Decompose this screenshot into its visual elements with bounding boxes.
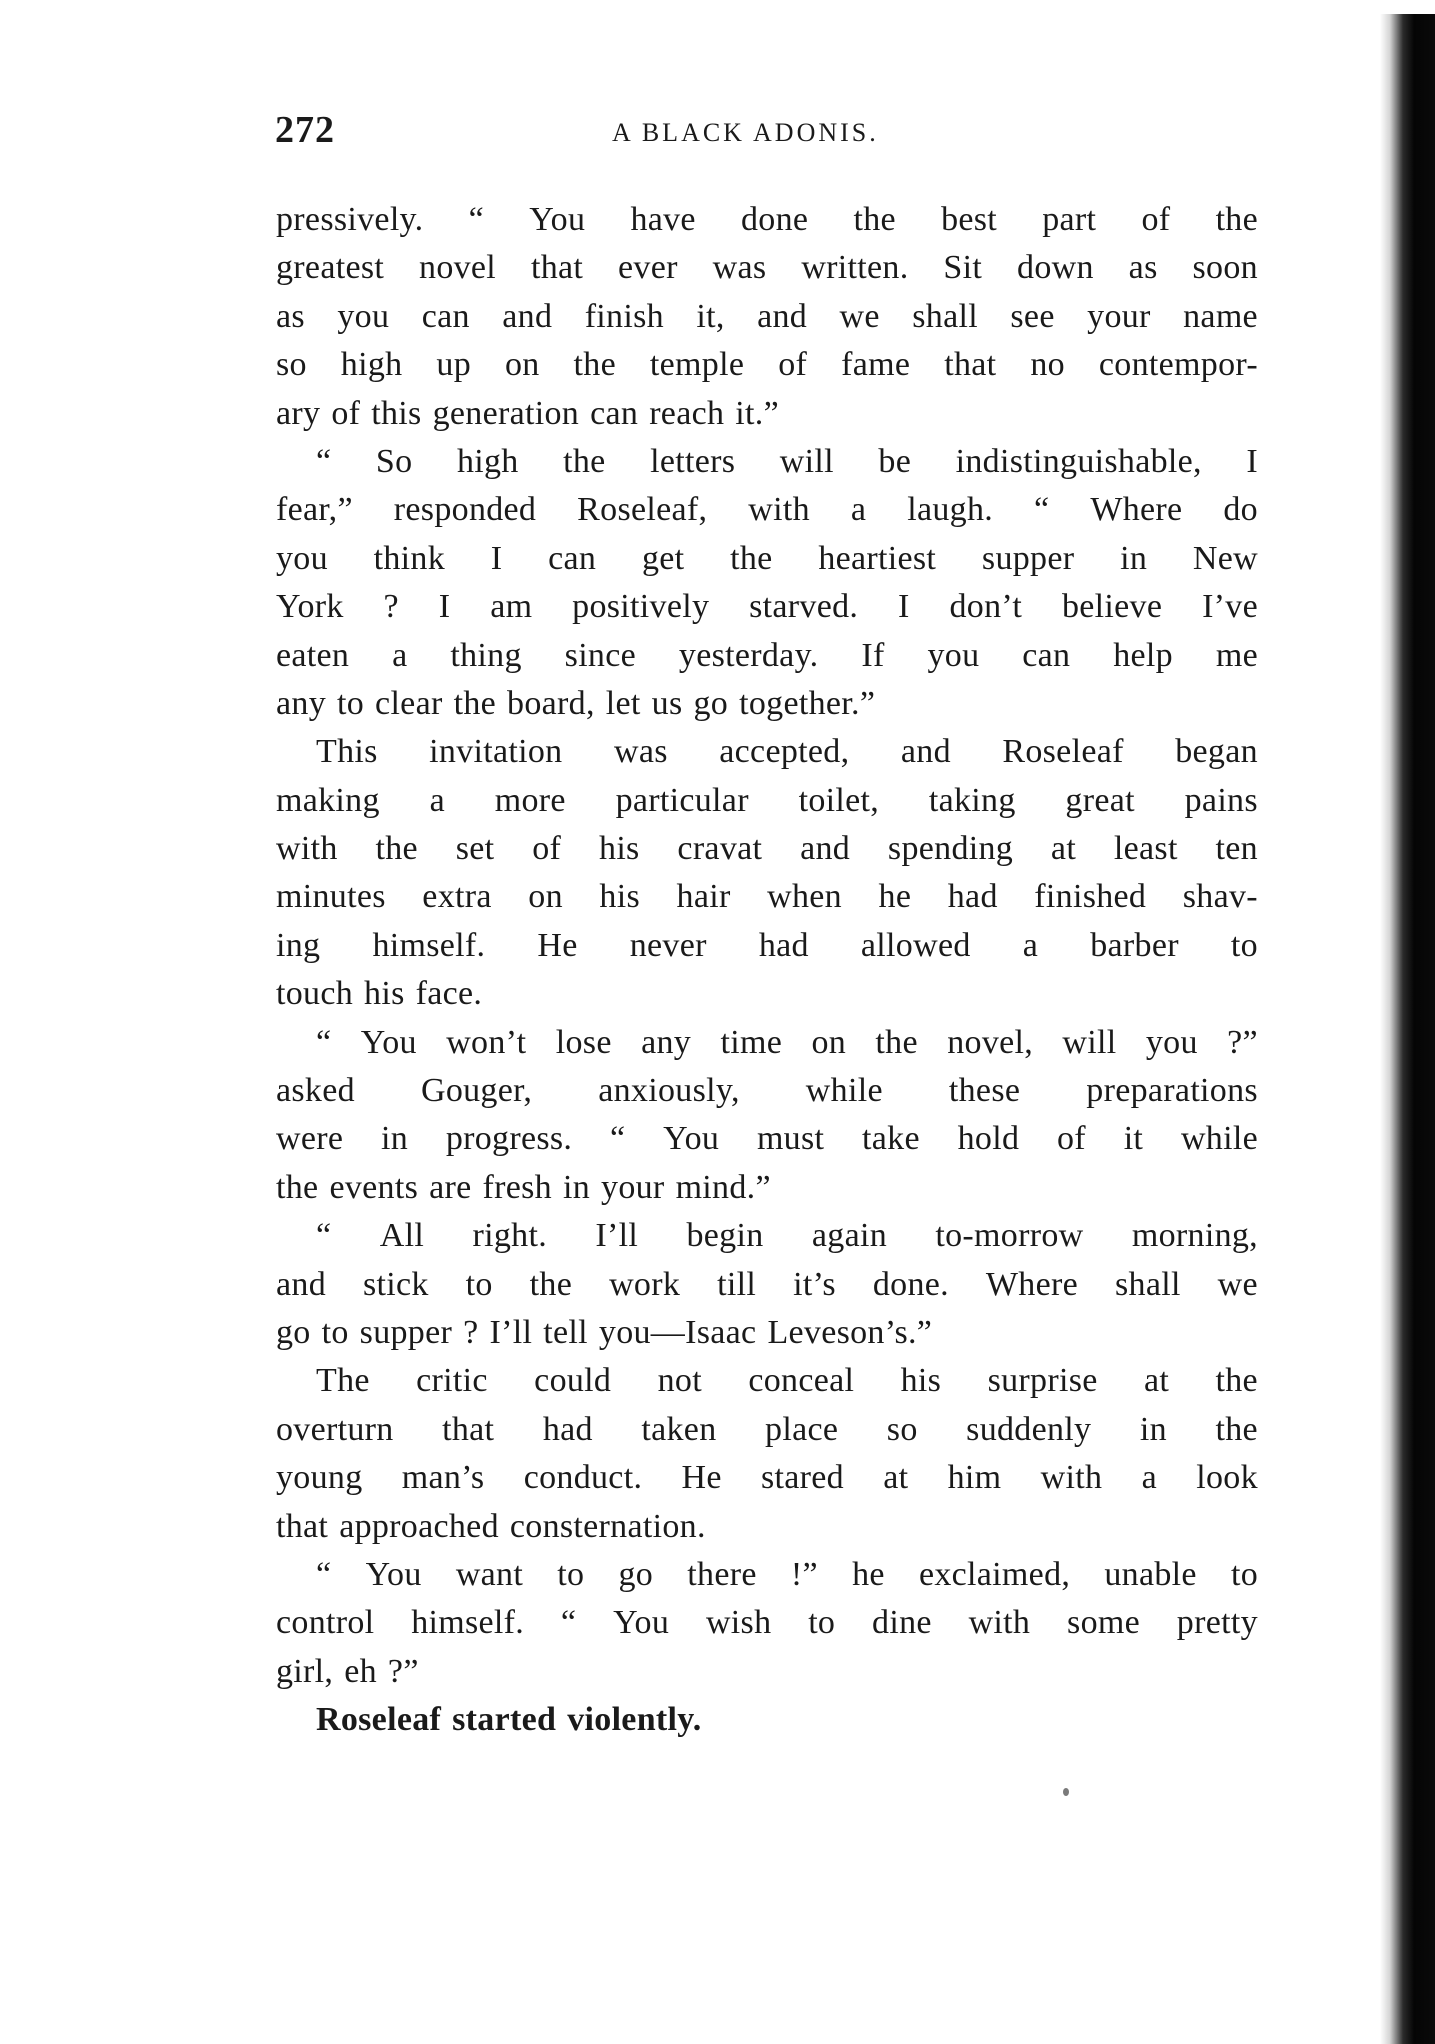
text-line: overturn that had taken place so suddenly in the bbox=[276, 1410, 1258, 1448]
text-line: eaten a thing since yesterday. If you can help me bbox=[276, 636, 1258, 674]
text-line: “ So high the letters will be indistinguishable, I bbox=[316, 442, 1258, 480]
body-text bbox=[276, 196, 1258, 1745]
text-line: so high up on the temple of fame that no contempor- bbox=[276, 346, 1258, 384]
text-line: girl, eh ?” bbox=[276, 1652, 419, 1690]
text-line: “ All right. I’ll begin again to-morrow morning, bbox=[316, 1217, 1258, 1255]
running-title: A BLACK ADONIS. bbox=[612, 118, 879, 147]
text-line: touch his face. bbox=[276, 975, 483, 1013]
text-line: Roseleaf started violently. bbox=[316, 1701, 702, 1739]
text-line: The critic could not conceal his surprise at the bbox=[316, 1362, 1258, 1400]
text-line: you think I can get the heartiest supper in New bbox=[276, 539, 1258, 577]
page-header bbox=[275, 108, 1260, 152]
text-line: and stick to the work till it’s done. Where shall we bbox=[276, 1265, 1258, 1303]
scan-binding-edge bbox=[1380, 14, 1435, 2044]
text-line: with the set of his cravat and spending at least ten bbox=[276, 830, 1258, 868]
text-line: were in progress. “ You must take hold of it while bbox=[276, 1120, 1258, 1158]
text-line: that approached consternation. bbox=[276, 1507, 706, 1545]
text-line: the events are fresh in your mind.” bbox=[276, 1168, 771, 1206]
text-line: ing himself. He never had allowed a barber to bbox=[276, 926, 1258, 964]
text-line: as you can and finish it, and we shall see your name bbox=[276, 297, 1258, 335]
text-line: fear,” responded Roseleaf, with a laugh. “ Where do bbox=[276, 491, 1258, 529]
text-line: “ You won’t lose any time on the novel, will you ?” bbox=[316, 1023, 1258, 1061]
text-line: young man’s conduct. He stared at him with a look bbox=[276, 1459, 1258, 1497]
text-line: control himself. “ You wish to dine with some pretty bbox=[276, 1604, 1258, 1642]
text-line: any to clear the board, let us go together.” bbox=[276, 684, 876, 722]
scan-speck bbox=[1063, 1788, 1069, 1796]
text-line: This invitation was accepted, and Roseleaf began bbox=[316, 733, 1258, 771]
text-line: ary of this generation can reach it.” bbox=[276, 394, 779, 432]
text-line: asked Gouger, anxiously, while these preparations bbox=[276, 1072, 1258, 1110]
page-number: 272 bbox=[275, 109, 335, 151]
text-line: making a more particular toilet, taking great pains bbox=[276, 781, 1258, 819]
text-line: greatest novel that ever was written. Sit down as soon bbox=[276, 249, 1258, 287]
text-line: York ? I am positively starved. I don’t believe I’ve bbox=[276, 588, 1258, 626]
text-line: go to supper ? I’ll tell you—Isaac Leveson’s.” bbox=[276, 1313, 933, 1351]
text-line: pressively. “ You have done the best part of the bbox=[276, 201, 1258, 238]
text-line: “ You want to go there !” he exclaimed, unable to bbox=[316, 1555, 1258, 1593]
text-line: minutes extra on his hair when he had finished shav- bbox=[276, 878, 1258, 916]
